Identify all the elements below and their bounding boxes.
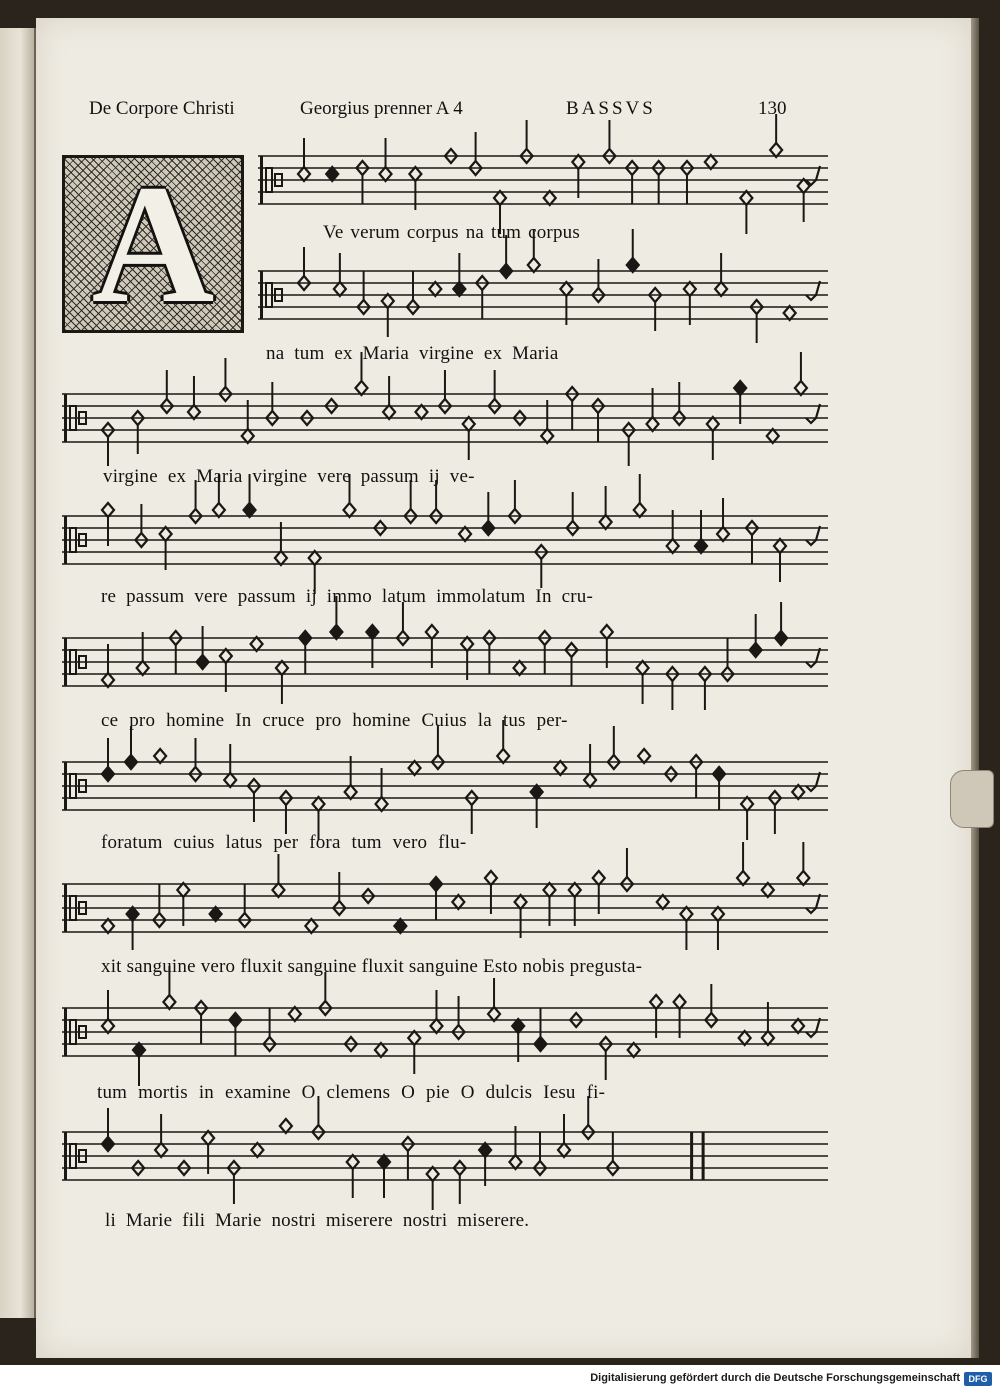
lyric-line-8: tum mortis in examine O clemens O pie O dulcis Iesu fi-	[97, 1082, 606, 1103]
note-icon	[452, 895, 464, 909]
note-icon	[394, 919, 406, 933]
voice-part: BASSVS	[566, 98, 656, 119]
note-icon	[762, 883, 774, 897]
note-icon	[430, 877, 442, 920]
footer-credit: Digitalisierung gefördert durch die Deutsche Forschungsgemeinschaft	[590, 1372, 960, 1384]
note-icon	[102, 919, 114, 933]
lyric-line-1: Ve verum corpus na tum corpus	[323, 222, 580, 243]
page-edge-shadow	[971, 18, 979, 1358]
note-icon	[210, 907, 222, 921]
note-icon	[459, 527, 471, 541]
custos-icon	[806, 166, 820, 185]
note-icon	[628, 1043, 640, 1057]
page-clip	[950, 770, 994, 828]
note-icon	[305, 919, 317, 933]
lyric-line-6: foratum cuius latus per fora tum vero flu-	[101, 832, 467, 853]
custos-icon	[806, 648, 820, 667]
note-icon	[514, 661, 526, 675]
note-icon	[554, 761, 566, 775]
lyric-line-9: li Marie fili Marie nostri miserere nostri miserere.	[105, 1210, 530, 1231]
note-icon	[792, 785, 804, 799]
note-icon	[251, 637, 263, 651]
composer-name: Georgius prenner	[300, 98, 433, 119]
lyric-line-3: virgine ex Maria virgine vere passum ij ve-	[103, 466, 475, 487]
custos-icon	[806, 281, 820, 300]
staff-system-9	[62, 1126, 828, 1188]
staff-system-6	[62, 756, 828, 818]
note-icon	[429, 282, 441, 296]
note-icon	[229, 1013, 241, 1056]
staff-system-7	[62, 878, 828, 940]
note-icon	[767, 429, 779, 443]
note-icon	[409, 761, 421, 775]
staff-system-2	[258, 265, 828, 327]
lyric-line-7: xit sanguine vero fluxit sanguine fluxit sanguine Esto nobis pregusta-	[101, 956, 643, 977]
lyric-line-2: na tum ex Maria virgine ex Maria	[266, 343, 559, 364]
note-icon	[705, 155, 717, 169]
note-icon	[326, 167, 338, 181]
page-number: 130	[758, 98, 787, 119]
lyric-line-5: ce pro homine In cruce pro homine Cuius la tus per-	[101, 710, 568, 731]
initial-letter: A	[91, 150, 215, 338]
staff-system-4	[62, 510, 828, 572]
dfg-logo: DFG	[964, 1372, 992, 1386]
custos-icon	[806, 404, 820, 423]
custos-icon	[806, 526, 820, 545]
custos-icon	[806, 1018, 820, 1037]
note-icon	[197, 626, 209, 669]
note-icon	[544, 191, 556, 205]
staff-system-3	[62, 388, 828, 450]
custos-icon	[806, 894, 820, 913]
staff-system-5	[62, 632, 828, 694]
note-icon	[792, 1019, 804, 1033]
composer-voices	[300, 98, 463, 120]
decorated-initial	[62, 150, 244, 338]
staff-system-8	[62, 1002, 828, 1064]
voice-count: A 4	[435, 98, 463, 119]
note-icon	[713, 767, 725, 810]
note-icon	[299, 631, 311, 674]
piece-title: De Corpore Christi	[89, 98, 235, 119]
left-page-edge	[0, 28, 36, 1318]
note-icon	[739, 1031, 751, 1045]
note-icon	[251, 1143, 263, 1157]
staff-system-1	[258, 150, 828, 212]
note-icon	[784, 306, 796, 320]
note-icon	[289, 1007, 301, 1021]
note-icon	[534, 1008, 546, 1051]
note-icon	[375, 1043, 387, 1057]
note-icon	[415, 405, 427, 419]
custos-icon	[806, 772, 820, 791]
lyric-line-4: re passum vere passum ij immo latum immolatum In cru-	[101, 586, 593, 607]
footer-bar	[0, 1365, 1000, 1393]
note-icon	[657, 895, 669, 909]
